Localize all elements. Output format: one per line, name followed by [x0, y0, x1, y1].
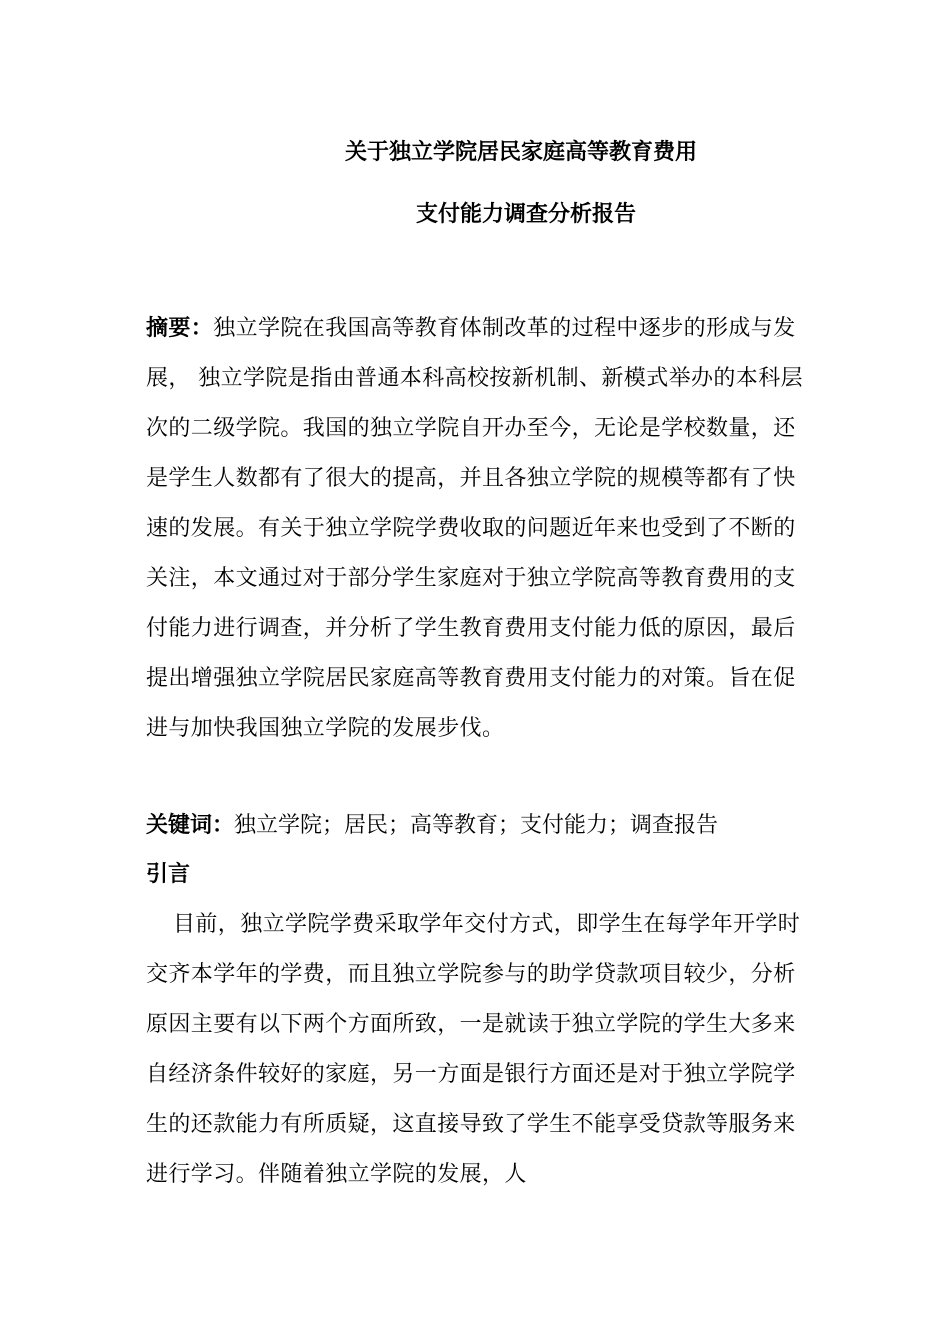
- document-title-line-1: 关于独立学院居民家庭高等教育费用: [345, 140, 698, 165]
- document-title-line-2: 支付能力调查分析报告: [416, 202, 637, 227]
- keywords-text: 独立学院；居民；高等教育；支付能力；调查报告: [234, 813, 719, 838]
- abstract-label: 摘要：: [146, 316, 214, 341]
- keywords-label: 关键词：: [146, 813, 235, 838]
- introduction-paragraph: 目前，独立学院学费采取学年交付方式，即学生在每学年开学时交齐本学年的学费，而且独立学院参与的助学贷款项目较少，分析原因主要有以下两个方面所致，一是就读于独立学院的学生大多来自经济条件较好的家庭，另一方面是银行方面还是对于独立学院学生的还款能力有所质疑，这直接导致了学生不能享受贷款等服务来进行学习。伴随着独立学院的发展，人: [146, 912, 801, 1187]
- introduction-heading: 引言: [146, 862, 191, 887]
- abstract-paragraph: [146, 304, 806, 754]
- keywords-line: [146, 806, 826, 846]
- abstract-text: 独立学院在我国高等教育体制改革的过程中逐步的形成与发展， 独立学院是指由普通本科高校按新机制、新模式举办的本科层次的二级学院。我国的独立学院自开办至今，无论是学校数量，还是学生人数都有了很大的提高，并且各独立学院的规模等都有了快速的发展。有关于独立学院学费收取的问题近年来也受到了不断的关注，本文通过对于部分学生家庭对于独立学院高等教育费用的支付能力进行调查，并分析了学生教育费用支付能力低的原因，最后提出增强独立学院居民家庭高等教育费用支付能力的对策。旨在促进与加快我国独立学院的发展步伐。: [146, 316, 803, 741]
